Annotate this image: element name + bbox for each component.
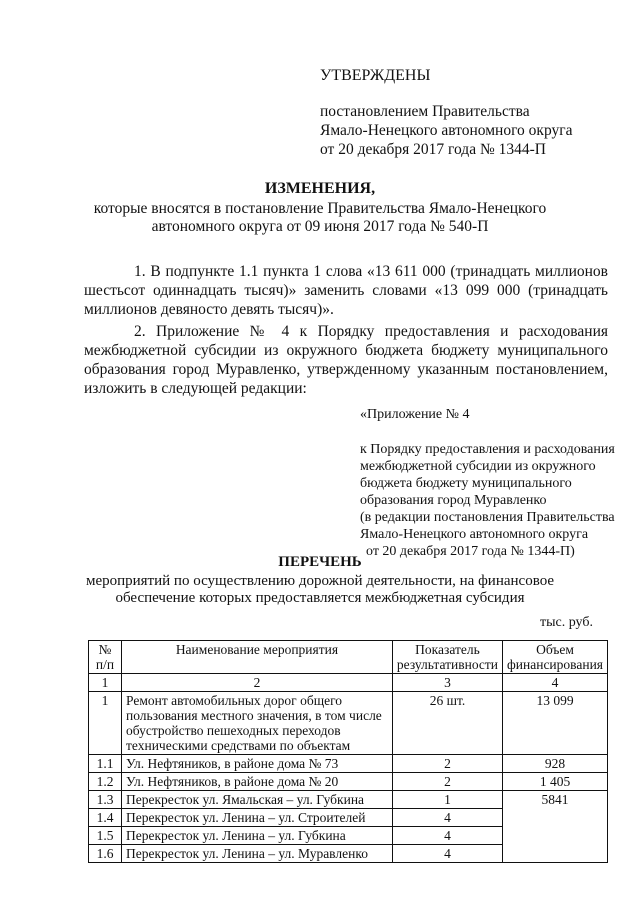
row-funding: 5841 — [503, 791, 608, 863]
row-funding: 1 405 — [503, 773, 608, 791]
appendix-line: межбюджетной субсидии из окружного — [360, 459, 596, 474]
title-line: которые вносятся в постановление Правительства Ямало-Ненецкого — [93, 200, 547, 217]
paragraph: 1. В подпункте 1.1 пункта 1 слова «13 611 000 (тринадцать миллионов шестьсот одиннадцать тысяч)» заменить словами «13 099 000 (тринадцать миллионов девяносто девять тысяч)». — [84, 263, 608, 318]
document-body — [84, 262, 608, 401]
row-indicator: 2 — [392, 773, 502, 791]
row-num: 1 — [89, 692, 122, 755]
title-main: ИЗМЕНЕНИЯ, — [264, 180, 376, 197]
row-name: Перекресток ул. Ленина – ул. Муравленко — [122, 845, 393, 863]
colnum: 3 — [392, 674, 502, 692]
paragraph: 2. Приложение № 4 к Порядку предоставления и расходования межбюджетной субсидии из окружного бюджета бюджету муниципального образования город Муравленко, утвержденному указанным постановлением, изложить в следующей редакции: — [84, 323, 608, 397]
approval-line: Ямало-Ненецкого автономного округа — [320, 122, 573, 139]
unit-label: тыс. руб. — [540, 615, 593, 630]
table-row — [89, 692, 608, 755]
colnum: 1 — [89, 674, 122, 692]
row-name: Перекресток ул. Ленина – ул. Строителей — [122, 809, 393, 827]
appendix-block — [360, 406, 620, 560]
row-name: Ул. Нефтяников, в районе дома № 73 — [122, 755, 393, 773]
row-name: Ремонт автомобильных дорог общего пользования местного значения, в том числе обустройство пешеходных переходов техническими средствами по объектам — [122, 692, 393, 755]
table-row — [89, 773, 608, 791]
row-num: 1.2 — [89, 773, 122, 791]
appendix-line: от 20 декабря 2017 года № 1344-П) — [366, 544, 575, 559]
row-indicator: 4 — [392, 809, 502, 827]
appendix-line: (в редакции постановления Правительства — [360, 510, 615, 525]
row-indicator: 4 — [392, 845, 502, 863]
row-name: Перекресток ул. Ямальская – ул. Губкина — [122, 791, 393, 809]
appendix-line: к Порядку предоставления и расходования — [360, 442, 615, 457]
title-line: автономного округа от 09 июня 2017 года № 540-П — [151, 218, 489, 235]
table-header-row — [89, 641, 608, 674]
list-subtitle-line: обеспечение которых предоставляется межбюджетная субсидия — [115, 590, 525, 606]
row-funding: 13 099 — [503, 692, 608, 755]
header-indicator: Показатель результативности — [392, 641, 502, 674]
approval-line: от 20 декабря 2017 года № 1344-П — [320, 141, 546, 158]
list-title-block — [0, 554, 640, 607]
header-num: № п/п — [89, 641, 122, 674]
appendix-line: образования город Муравленко — [360, 493, 547, 508]
approval-line: постановлением Правительства — [320, 103, 530, 120]
header-name: Наименование мероприятия — [122, 641, 393, 674]
row-num: 1.1 — [89, 755, 122, 773]
row-funding: 928 — [503, 755, 608, 773]
row-num: 1.6 — [89, 845, 122, 863]
list-subtitle-line: мероприятий по осуществлению дорожной деятельности, на финансовое — [85, 573, 555, 589]
row-num: 1.4 — [89, 809, 122, 827]
row-num: 1.3 — [89, 791, 122, 809]
row-indicator: 26 шт. — [392, 692, 502, 755]
row-name: Перекресток ул. Ленина – ул. Губкина — [122, 827, 393, 845]
activities-table — [88, 640, 608, 863]
row-num: 1.5 — [89, 827, 122, 845]
approval-block — [320, 66, 572, 159]
document-title — [0, 180, 640, 236]
approval-heading: УТВЕРЖДЕНЫ — [320, 67, 431, 84]
table-row — [89, 755, 608, 773]
list-title: ПЕРЕЧЕНЬ — [278, 554, 362, 570]
colnum: 4 — [503, 674, 608, 692]
appendix-title: «Приложение № 4 — [360, 407, 470, 422]
row-indicator: 4 — [392, 827, 502, 845]
table-row — [89, 791, 608, 809]
row-indicator: 2 — [392, 755, 502, 773]
table-colnum-row — [89, 674, 608, 692]
appendix-line: Ямало-Ненецкого автономного округа — [360, 527, 589, 542]
row-name: Ул. Нефтяников, в районе дома № 20 — [122, 773, 393, 791]
row-indicator: 1 — [392, 791, 502, 809]
header-funding: Объем финансирования — [503, 641, 608, 674]
appendix-line: бюджета бюджету муниципального — [360, 476, 572, 491]
colnum: 2 — [122, 674, 393, 692]
